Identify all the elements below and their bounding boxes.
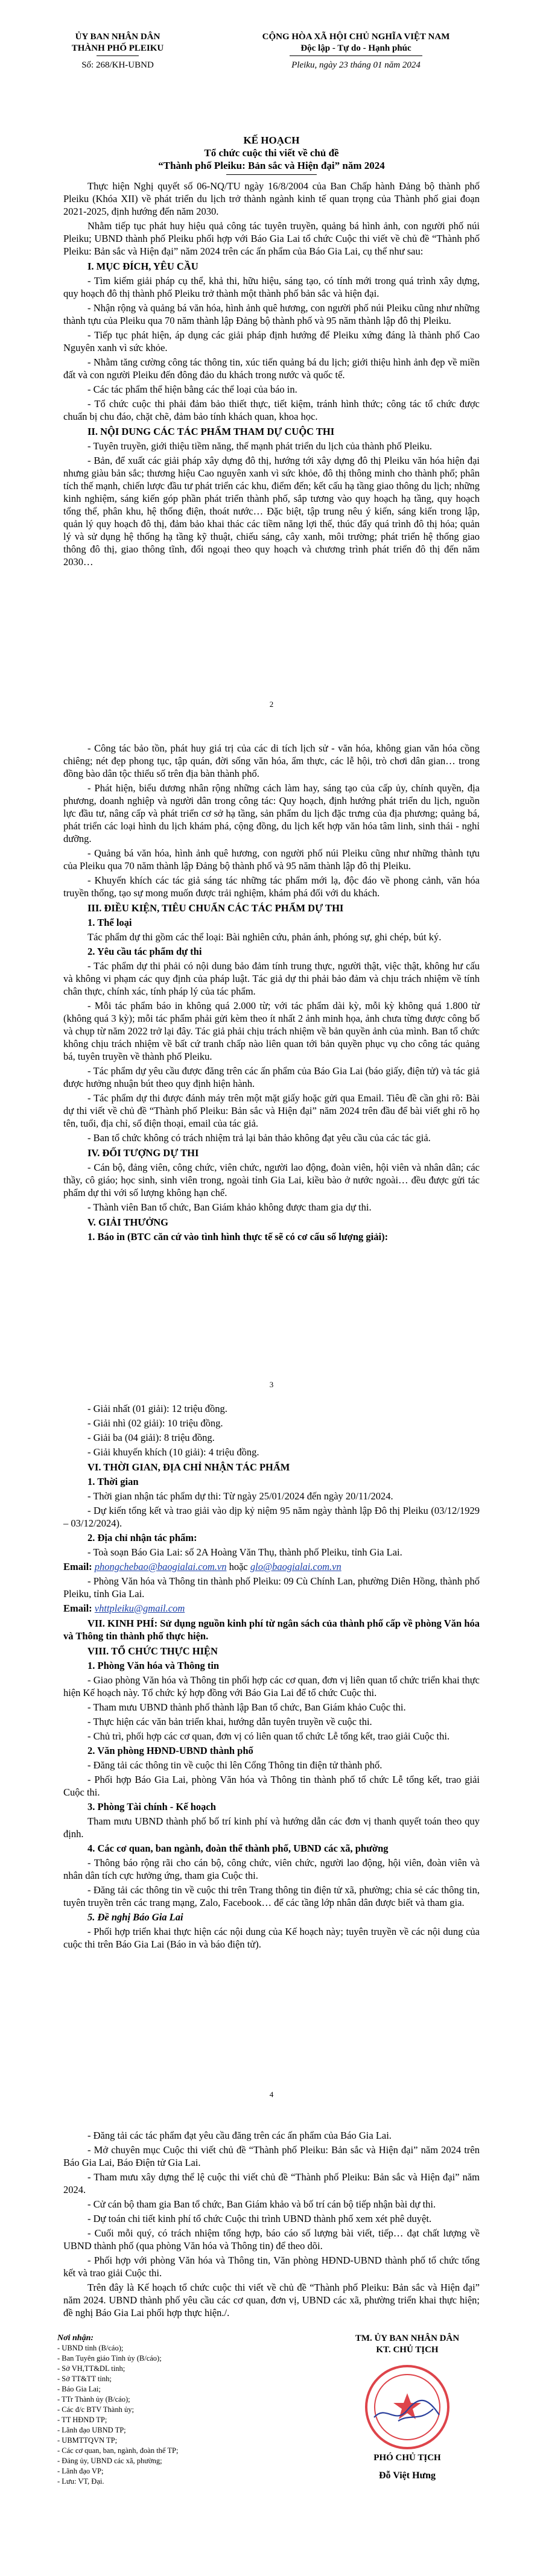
section-heading: I. MỤC ĐÍCH, YÊU CẦU (87, 261, 198, 272)
paragraph: - Thông báo rộng rãi cho cán bộ, công chức, viên chức, người lao động, hội viên, đoàn viên và nhân dân tích cực hưởng ứng, tham gia Cuộc thi. (63, 1857, 480, 1881)
paragraph: - Đăng tải các thông tin về cuộc thi lên Cổng Thông tin điện tử thành phố. (87, 1759, 383, 1771)
page-number: 4 (269, 2090, 274, 2099)
recipients-list (57, 2333, 238, 2487)
org-name-line1: ỦY BAN NHÂN DÂN (75, 32, 160, 42)
paragraph: - Tác phẩm dự thi được đánh máy trên một mặt giấy hoặc gửi qua Email. Tiêu đề cần ghi rõ: Bài dự thi viết về chủ đề “Thành phố Pleiku: Bản sắc và Hiện đại” năm 2024 trên đầu để bài viết ghi rõ họ tên, tuổi, địa chỉ, số điện thoại, email của tác giả. (63, 1092, 480, 1129)
paragraph: - Toà soạn Báo Gia Lai: số 2A Hoàng Văn Thụ, thành phố Pleiku, tỉnh Gia Lai. (87, 1546, 402, 1558)
paragraph: - Công tác bảo tồn, phát huy giá trị của các di tích lịch sử - văn hóa, không gian văn hóa cồng chiêng; nét đẹp phong tục, tập quán, đời sống văn hóa, ẩm thực, các lễ hội, trò chơi dân gian… trong đồng bào dân tộc thiểu số trên địa bàn thành phố. (63, 742, 480, 779)
subsection-heading: 1. Thời gian (87, 1476, 139, 1487)
signature-line-3: PHÓ CHỦ TỊCH (373, 2453, 441, 2463)
document-page-1 (0, 0, 543, 672)
paragraph: - Thành viên Ban tổ chức, Ban Giám khảo không được tham gia dự thi. (87, 1201, 372, 1213)
paragraph: - Tìm kiếm giải pháp cụ thể, khả thi, hữu hiệu, sáng tạo, có tính mới trong quá trình xây dựng, quy hoạch đô thị thành phố Pleiku trở thành một thành phố bản sắc và hiện đại. (63, 275, 480, 299)
email-link-alt[interactable]: glo@baogialai.com.vn (250, 1561, 341, 1572)
paragraph: - Giải nhì (02 giải): 10 triệu đồng. (87, 1417, 223, 1429)
recipient-item: - Báo Gia Lai; (57, 2385, 101, 2393)
paragraph: - Dự kiến tổng kết và trao giải vào dịp kỷ niệm 95 năm ngày thành lập Đô thị Pleiku (03/12/1929 – 03/12/2024). (63, 1505, 480, 1529)
title-line-2: Tổ chức cuộc thi viết về chủ đề (204, 147, 339, 159)
email-row (63, 1602, 480, 1615)
paragraph: - Cán bộ, đảng viên, công chức, viên chức, người lao động, đoàn viên, hội viên và nhân dân; các thầy, cô giáo; học sinh, sinh viên trong, ngoài tỉnh Gia Lai, kiều bào ở nước ngoài… đều được gửi tác phẩm dự thi với số lượng không hạn chế. (63, 1162, 480, 1198)
document-number: Số: 268/KH-UBND (81, 60, 154, 70)
section-heading: II. NỘI DUNG CÁC TÁC PHẨM THAM DỰ CUỘC THI (87, 426, 335, 437)
document-title (63, 134, 480, 175)
page-2-body (63, 742, 480, 1245)
subsection-heading: 4. Các cơ quan, ban ngành, đoàn thể thành phố, UBND các xã, phường (87, 1843, 389, 1854)
paragraph: - Thực hiện các văn bản triển khai, hướng dẫn tuyên truyền về cuộc thi. (87, 1716, 372, 1727)
section-heading: VII. KINH PHÍ: Sử dụng nguồn kinh phí từ ngân sách của thành phố cấp về phòng Văn hóa và Thông tin thành phố thực hiện. (63, 1618, 480, 1642)
section-heading: III. ĐIỀU KIỆN, TIÊU CHUẨN CÁC TÁC PHẨM DỰ THI (87, 902, 344, 914)
section-heading: IV. ĐỐI TƯỢNG DỰ THI (87, 1147, 199, 1159)
recipient-item: - Lưu: VT, Đại. (57, 2477, 104, 2486)
subsection-heading: 5. Đề nghị Báo Gia Lai (87, 1911, 183, 1923)
paragraph: - Nhận rộng và quảng bá văn hóa, hình ảnh quê hương, con người phố núi Pleiku cũng như những thành tựu của Pleiku qua 70 năm thành lập Đảng bộ thành phố và 95 năm thành lập đô thị Pleiku. (63, 302, 480, 326)
title-divider (226, 174, 317, 175)
paragraph: - Tiếp tục phát hiện, áp dụng các giải pháp định hướng để Pleiku xứng đáng là thành phố Cao Nguyên xanh vì sức khỏe. (63, 329, 480, 353)
email-or-label: hoặc (229, 1561, 248, 1572)
subsection-heading: 2. Văn phòng HĐND-UBND thành phố (87, 1745, 253, 1756)
recipient-item: - Lãnh đạo UBND TP; (57, 2426, 126, 2434)
paragraph: Tham mưu UBND thành phố bố trí kinh phí và hướng dẫn các đơn vị thanh quyết toán theo quy định. (63, 1815, 480, 1840)
paragraph: - Quảng bá văn hóa, hình ảnh quê hương, con người phố núi Pleiku cũng như những thành tựu của Pleiku qua 70 năm thành lập Đảng bộ thành phố và 95 năm thành lập đô thị Pleiku. (63, 847, 480, 872)
paragraph: - Tổ chức cuộc thi phải đảm bảo thiết thực, tiết kiệm, tránh hình thức; công tác tổ chức được chuẩn bị chu đáo, chặt chẽ, đảm bảo tính khách quan, khoa học. (63, 398, 480, 422)
title-line-1: KẾ HOẠCH (243, 134, 300, 146)
paragraph: - Phối hợp Báo Gia Lai, phòng Văn hóa và Thông tin thành phố tổ chức Lễ tổng kết, trao giải Cuộc thi. (63, 1774, 480, 1798)
subsection-heading: 2. Địa chỉ nhận tác phẩm: (87, 1532, 197, 1543)
paragraph: - Bản, để xuất các giải pháp xây dựng đô thị, hướng tới xây dựng đô thị Pleiku văn hóa hiện đại nhưng giàu bản sắc; thương hiệu Cao nguyên xanh vì sức khỏe, đô thị thông minh cho thành phố; phân tích thế mạnh, chiến lược đầu tư phát triển các khu, điểm đến; kết cấu hạ tầng giao thông du lịch; những kinh nghiệm, sáng kiến góp phần phát triển thành phố, sắp tương vào quy hoạch hạ tầng, quy hoạch tổng thể, phân khu, hệ thống điện, thoát nước… Đặc biệt, tập trung nêu ý kiến, sáng kiến trong lập, quản lý quy hoạch đô thị, đảm bảo khai thác các tiềm năng lợi thế, thúc đẩy quá trình đô thị hóa; quản lý và sử dụng hệ thống hạ tầng kỹ thuật, chiếu sáng, cây xanh, môi trường; phát triển hệ thống giao thông đô thị, giao thông tĩnh, đối ngoại theo quy hoạch và chương trình phát triển đô thị đến năm 2030… (63, 455, 480, 568)
document-page-4 (0, 2069, 543, 2576)
recipient-item: - Sở VH,TT&DL tỉnh; (57, 2364, 125, 2373)
recipient-item: - Các cơ quan, ban, ngành, đoàn thể TP; (57, 2446, 179, 2455)
paragraph: - Phối hợp triển khai thực hiện các nội dung của Kế hoạch này; tuyên truyền về các nội dung của cuộc thi trên Báo Gia Lai (Báo in và báo điện tử). (63, 1926, 480, 1950)
org-name-line2: THÀNH PHỐ PLEIKU (71, 43, 164, 53)
recipient-item: - Sở TT&TT tỉnh; (57, 2375, 112, 2383)
subsection-heading: 1. Thể loại (87, 917, 132, 928)
paragraph: - Khuyến khích các tác giả sáng tác những tác phẩm mới lạ, độc đáo về phong cảnh, văn hóa truyền thống, tạo sự mong muốn được trải nghiệm, khám phá đối với du khách. (63, 875, 480, 899)
national-motto: Độc lập - Tự do - Hạnh phúc (300, 43, 411, 53)
paragraph: - Giải nhất (01 giải): 12 triệu đồng. (87, 1403, 227, 1414)
recipient-item: - Lãnh đạo VP; (57, 2467, 104, 2475)
recipient-item: - UBMTTQVN TP; (57, 2436, 118, 2445)
header-divider-right (290, 55, 422, 56)
official-seal (362, 2362, 453, 2452)
paragraph: - Giải khuyến khích (10 giải): 4 triệu đồng. (87, 1446, 259, 1458)
recipient-item: - TT HĐND TP; (57, 2416, 107, 2424)
document-page-2 (0, 682, 543, 1369)
paragraph: Tác phẩm dự thi gồm các thể loại: Bài nghiên cứu, phản ánh, phóng sự, ghi chép, bút ký. (87, 931, 442, 943)
email-link[interactable]: phongchebao@baogialai.com.vn (94, 1561, 227, 1572)
paragraph: - Phát hiện, biểu dương nhân rộng những cách làm hay, sáng tạo của cấp ủy, chính quyền, địa phương, doanh nghiệp và người dân trong công tác: Quy hoạch, định hướng phát triển du lịch, nguồn lực đầu tư, nâng cấp và phát triển cơ sở hạ tầng, sản phẩm du lịch đặc trưng của địa phương; quảng bá, phát triển các loại hình du lịch khám phá, cộng đồng, du lịch kết hợp văn hóa tâm linh, sinh thái - nghỉ dưỡng. (63, 782, 480, 844)
email-label: Email: (63, 1603, 92, 1614)
paragraph: - Phòng Văn hóa và Thông tin thành phố Pleiku: 09 Cù Chính Lan, phường Diên Hồng, thành phố Pleiku, tỉnh Gia Lai. (63, 1575, 480, 1600)
recipients-heading: Nơi nhận: (57, 2334, 94, 2343)
paragraph: Thực hiện Nghị quyết số 06-NQ/TU ngày 16/8/2004 của Ban Chấp hành Đảng bộ thành phố Pleiku (Khóa XII) về phát triển du lịch trở thành ngành kinh tế quan trọng của Thành phố giai đoạn 2021-2025, định hướng đến năm 2030. (63, 180, 480, 217)
paragraph: - Ban tổ chức không có trách nhiệm trả lại bản thảo không đạt yêu cầu của các tác giả. (87, 1132, 431, 1144)
recipient-item: - Đảng ủy, UBND các xã, phường; (57, 2457, 162, 2465)
recipient-item: - Ban Tuyên giáo Tỉnh ủy (B/cáo); (57, 2354, 162, 2362)
paragraph: - Các tác phẩm thể hiện bằng các thể loại của báo in. (87, 384, 297, 395)
section-heading: VIII. TỔ CHỨC THỰC HIỆN (87, 1645, 218, 1657)
paragraph: - Tác phẩm dự yêu cầu được đăng trên các ấn phẩm của Báo Gia Lai (báo giấy, điện tử) và tác giả được hưởng nhuận bút theo quy định hiện hành. (63, 1065, 480, 1089)
paragraph: - Tuyên truyền, giới thiệu tiềm năng, thế mạnh phát triển du lịch của thành phố Pleiku. (87, 440, 433, 452)
paragraph: - Đăng tải các thông tin về cuộc thi trên Trang thông tin điện tử xã, phường; chia sẻ các thông tin, tuyên truyền trên các trang mạng, Zalo, Facebook… để các tầng lớp nhân dân được biết và tham gia. (63, 1884, 480, 1908)
paragraph: - Phối hợp với phòng Văn hóa và Thông tin, Văn phòng HĐND-UBND thành phố tổ chức tổng kết và trao giải Cuộc thi. (63, 2255, 480, 2279)
paragraph: - Tham mưu UBND thành phố thành lập Ban tổ chức, Ban Giám khảo Cuộc thi. (87, 1701, 406, 1713)
recipient-item: - Các đ/c BTV Thành ủy; (57, 2405, 134, 2414)
issuing-authority-header (60, 31, 175, 71)
paragraph: - Tác phẩm dự thi phải có nội dung bảo đảm tính trung thực, người thật, việc thật, không hư cấu và không vi phạm các quy định của pháp luật. Tác giả dự thi phải bảo đảm và chịu trách nhiệm về tính chân thực, chính xác, tính pháp lý của tác phẩm. (63, 960, 480, 997)
paragraph: - Giao phòng Văn hóa và Thông tin phối hợp các cơ quan, đơn vị liên quan tổ chức triển khai thực hiện Kế hoạch này. Tổ chức ký hợp đồng với Báo Gia Lai để tổ chức Cuộc thi. (63, 1674, 480, 1698)
paragraph: Trên đây là Kế hoạch tổ chức cuộc thi viết về chủ đề “Thành phố Pleiku: Bản sắc và Hiện đại” năm 2024. UBND thành phố yêu cầu các cơ quan, đơn vị, UBND các xã, phường triển khai thực hiện; đề nghị Báo Gia Lai phối hợp thực hiện./. (63, 2282, 480, 2318)
paragraph: - Chủ trì, phối hợp các cơ quan, đơn vị có liên quan tổ chức Lễ tổng kết, trao giải Cuộc thi. (87, 1730, 450, 1742)
signature-block (326, 2333, 489, 2481)
paragraph: - Cuối mỗi quý, có trách nhiệm tổng hợp, báo cáo số lượng bài viết, tiếp… đạt chất lượng về UBND thành phố (qua phòng Văn hóa và Thông tin) để theo dõi. (63, 2227, 480, 2252)
email-row (63, 1560, 480, 1573)
paragraph: - Tham mưu xây dựng thể lệ cuộc thi viết chủ đề “Thành phố Pleiku: Bản sắc và Hiện đại” năm 2024. (63, 2171, 480, 2195)
email-label: Email: (63, 1561, 92, 1572)
signature-line-2: KT. CHỦ TỊCH (376, 2345, 439, 2355)
section-heading: VI. THỜI GIAN, ĐỊA CHỈ NHẬN TÁC PHẨM (87, 1461, 290, 1473)
seal-and-signature-icon (362, 2362, 453, 2452)
page-1-body (63, 180, 480, 570)
signature-line-1: TM. ỦY BAN NHÂN DÂN (355, 2334, 460, 2343)
paragraph: - Đăng tải các tác phẩm đạt yêu cầu đăng trên các ấn phẩm của Báo Gia Lai. (87, 2130, 392, 2141)
email-link[interactable]: vhttpleiku@gmail.com (94, 1603, 185, 1614)
paragraph: - Mỗi tác phẩm báo in không quá 2.000 từ; với tác phẩm dài kỳ, mỗi kỳ không quá 1.800 từ (không quá 3 kỳ); mỗi tác phẩm phải gửi kèm theo ít nhất 2 ảnh minh họa, ảnh chưa từng được công bố và chụp từ năm 2022 trở lại đây. Tác giả phải chịu trách nhiệm về bản quyền ảnh của mình. Ban tổ chức không chịu trách nhiệm về bất cứ tranh chấp nào liên quan tới bản quyền phục vụ cho công tác quảng bá, tuyên truyền về thành phố Pleiku. (63, 1000, 480, 1062)
paragraph: - Thời gian nhận tác phẩm dự thi: Từ ngày 25/01/2024 đến ngày 20/11/2024. (87, 1490, 393, 1502)
page-4-body (63, 2129, 480, 2321)
subsection-heading: 1. Phòng Văn hóa và Thông tin (87, 1660, 220, 1671)
paragraph: - Giải ba (04 giải): 8 triệu đồng. (87, 1432, 215, 1443)
subsection-heading: 1. Báo in (BTC căn cứ vào tình hình thực tế sẽ có cơ cấu số lượng giải): (87, 1231, 389, 1242)
recipient-item: - UBND tỉnh (B/cáo); (57, 2344, 124, 2352)
paragraph: Nhằm tiếp tục phát huy hiệu quả công tác tuyên truyền, quảng bá hình ảnh, con người phố núi Pleiku; UBND thành phố Pleiku phối hợp với Báo Gia Lai tổ chức Cuộc thi viết về chủ đề “Thành phố Pleiku: Bản sắc và Hiện đại” năm 2024 trên các ấn phẩm của Báo Gia Lai, cụ thể như sau: (63, 220, 480, 257)
page-number: 2 (269, 700, 274, 709)
header-divider-left (97, 55, 139, 56)
title-line-3: “Thành phố Pleiku: Bản sắc và Hiện đại” năm 2024 (158, 160, 385, 171)
signer-name: Đỗ Việt Hưng (378, 2470, 436, 2481)
paragraph: - Dự toán chi tiết kinh phí tổ chức Cuộc thi trình UBND thành phố xem xét phê duyệt. (87, 2213, 432, 2224)
section-heading: V. GIẢI THƯỞNG (87, 1217, 169, 1228)
page-3-body (63, 1402, 480, 1952)
document-page-3 (0, 1375, 543, 2063)
page-number: 3 (269, 1380, 274, 1389)
document-date: Pleiku, ngày 23 tháng 01 năm 2024 (291, 60, 421, 70)
national-motto-header (229, 31, 483, 71)
nation-name: CỘNG HÒA XÃ HỘI CHỦ NGHĨA VIỆT NAM (262, 32, 450, 42)
subsection-heading: 2. Yêu cầu tác phẩm dự thi (87, 946, 202, 957)
paragraph: - Cử cán bộ tham gia Ban tổ chức, Ban Giám khảo và bố trí cán bộ tiếp nhận bài dự thi. (87, 2198, 436, 2210)
paragraph: - Mở chuyên mục Cuộc thi viết chủ đề “Thành phố Pleiku: Bản sắc và Hiện đại” năm 2024 trên Báo Gia Lai, Báo Điện tử Gia Lai. (63, 2144, 480, 2168)
recipient-item: - TTr Thành ủy (B/cáo); (57, 2395, 130, 2404)
subsection-heading: 3. Phòng Tài chính - Kế hoạch (87, 1801, 216, 1812)
paragraph: - Nhằm tăng cường công tác thông tin, xúc tiến quảng bá du lịch; giới thiệu hình ảnh đẹp về miền đất và con người Pleiku đến đông đảo du khách trong nước và quốc tế. (63, 356, 480, 381)
